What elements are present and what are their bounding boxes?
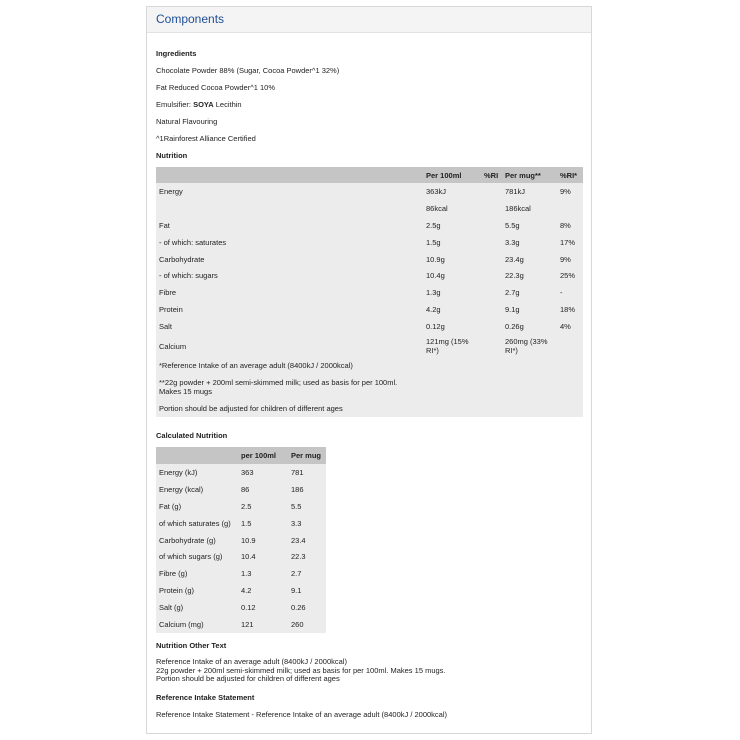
table-cell: 2.7 [291, 569, 302, 579]
table-cell: Energy (kJ) [159, 467, 198, 477]
table-cell: 10.9 [241, 535, 256, 545]
calculated-nutrition-table [156, 447, 326, 633]
emulsifier-suffix: Lecithin [213, 100, 242, 109]
emulsifier-prefix: Emulsifier: [156, 100, 194, 109]
other-text-line: 22g powder + 200ml semi-skimmed milk; used as basis for per 100ml. Makes 15 mugs. [156, 665, 446, 675]
table-row [156, 582, 326, 599]
table-cell: 260mg (33% RI*) [505, 337, 548, 356]
table-cell: 10.9g [426, 254, 445, 264]
table-cell: of which saturates (g) [159, 518, 231, 528]
table-cell [481, 183, 502, 200]
table-row [156, 217, 583, 234]
table-cell [481, 267, 502, 284]
calc-header-row [156, 447, 326, 464]
table-cell [557, 335, 583, 357]
table-cell: 121mg (15% RI*) [426, 337, 469, 356]
table-row [156, 548, 326, 565]
table-row [156, 532, 326, 549]
table-cell: Energy [159, 186, 183, 196]
table-cell: 1.5g [426, 237, 441, 247]
table-cell: 9% [560, 254, 571, 264]
table-cell: 23.4 [291, 535, 306, 545]
col-header: per 100ml [238, 447, 288, 464]
ingredient-line: Fat Reduced Cocoa Powder^1 10% [156, 83, 276, 92]
table-cell [156, 200, 423, 217]
table-row [156, 498, 326, 515]
table-cell: 0.26g [505, 322, 524, 332]
col-header [156, 447, 238, 464]
table-cell: Fat [159, 220, 170, 230]
table-row [156, 267, 583, 284]
table-cell: Calcium [159, 341, 187, 351]
table-cell: Protein (g) [159, 586, 195, 596]
table-row [156, 284, 583, 301]
table-cell: 2.5 [241, 501, 252, 511]
table-cell: - of which: saturates [159, 237, 227, 247]
table-cell: Salt (g) [159, 603, 184, 613]
table-cell: 363kJ [426, 186, 447, 196]
table-row [156, 318, 583, 335]
table-row [156, 234, 583, 251]
table-cell: 0.26 [291, 603, 306, 613]
table-cell: Salt [159, 322, 172, 332]
ingredient-line: Natural Flavouring [156, 117, 218, 126]
col-header: Per mug [288, 447, 326, 464]
col-header: %RI [481, 167, 502, 183]
nutrition-table [156, 167, 583, 417]
col-header: %RI* [557, 167, 583, 183]
table-cell [557, 200, 583, 217]
note-row [156, 374, 583, 400]
table-cell: Carbohydrate (g) [159, 535, 216, 545]
note-text: *Reference Intake of an average adult (8400kJ / 2000kcal) [159, 361, 353, 371]
table-cell: Calcium (mg) [159, 619, 204, 629]
table-cell: 4.2 [241, 586, 252, 596]
table-row [156, 301, 583, 318]
note-text: Portion should be adjusted for children of different ages [159, 404, 343, 414]
reference-intake-text: Reference Intake Statement - Reference Intake of an average adult (8400kJ / 2000kcal) [156, 710, 448, 719]
table-cell: 0.12 [241, 603, 256, 613]
table-cell: 2.5g [426, 220, 441, 230]
table-cell: 186kcal [505, 203, 531, 213]
table-cell: 23.4g [505, 254, 524, 264]
table-cell: Energy (kcal) [159, 484, 204, 494]
table-cell: 1.5 [241, 518, 252, 528]
table-cell: 9.1g [505, 305, 520, 315]
table-cell: 1.3g [426, 288, 441, 298]
table-cell [481, 318, 502, 335]
other-text-line: Portion should be adjusted for children of different ages [156, 674, 340, 683]
note-row [156, 357, 583, 374]
nutrition-header-row [156, 167, 583, 183]
table-cell: 9% [560, 186, 571, 196]
table-cell: 5.5 [291, 501, 302, 511]
calculated-nutrition-heading: Calculated Nutrition [156, 431, 228, 440]
table-cell: Fat (g) [159, 501, 182, 511]
table-row [156, 616, 326, 633]
table-cell: 186 [291, 484, 304, 494]
table-cell: 18% [560, 305, 576, 315]
table-cell: 363 [241, 467, 254, 477]
table-cell: 2.7g [505, 288, 520, 298]
table-cell: Protein [159, 305, 183, 315]
nutrition-other-text [156, 658, 446, 684]
table-cell: 8% [560, 220, 571, 230]
nutrition-other-text-heading: Nutrition Other Text [156, 641, 227, 650]
table-cell: 781 [291, 467, 304, 477]
table-row [156, 183, 583, 200]
table-row [156, 599, 326, 616]
table-cell: 4% [560, 322, 571, 332]
table-cell: 10.4g [426, 271, 445, 281]
other-text-line: Reference Intake of an average adult (8400kJ / 2000kcal) [156, 657, 347, 666]
table-cell [481, 200, 502, 217]
table-cell: 1.3 [241, 569, 252, 579]
table-cell: Carbohydrate [159, 254, 205, 264]
table-cell: 10.4 [241, 552, 256, 562]
note-row [156, 400, 583, 417]
table-cell [481, 284, 502, 301]
table-row [156, 565, 326, 582]
table-row [156, 481, 326, 498]
table-cell: 22.3g [505, 271, 524, 281]
table-cell [481, 234, 502, 251]
table-row [156, 464, 326, 481]
col-header [156, 167, 423, 183]
ingredient-line: ^1Rainforest Alliance Certified [156, 134, 256, 143]
table-cell: Fibre (g) [159, 569, 188, 579]
table-cell [481, 217, 502, 234]
table-cell [481, 301, 502, 318]
note-text: **22g powder + 200ml semi-skimmed milk; used as basis for per 100ml. Makes 15 mugs [159, 378, 398, 397]
table-cell: 5.5g [505, 220, 520, 230]
table-cell: 3.3g [505, 237, 520, 247]
table-cell: 86 [241, 484, 250, 494]
table-cell: 3.3 [291, 518, 302, 528]
table-cell: 781kJ [505, 186, 526, 196]
table-cell [481, 335, 502, 357]
ingredients-heading: Ingredients [156, 49, 197, 58]
table-cell: 0.12g [426, 322, 445, 332]
table-cell: 86kcal [426, 203, 448, 213]
panel-title: Components [156, 12, 225, 26]
table-cell: 4.2g [426, 305, 441, 315]
nutrition-heading: Nutrition [156, 151, 188, 160]
table-cell: 121 [241, 619, 254, 629]
table-cell: 17% [560, 237, 576, 247]
table-row [156, 200, 583, 217]
table-cell: 22.3 [291, 552, 306, 562]
table-cell: Fibre [159, 288, 177, 298]
components-panel [146, 6, 592, 734]
table-cell: 9.1 [291, 586, 302, 596]
table-cell: 260 [291, 619, 304, 629]
table-cell: - [560, 288, 563, 298]
ingredient-emulsifier [156, 100, 242, 109]
table-cell: 25% [560, 271, 576, 281]
table-row [156, 335, 583, 357]
reference-intake-heading: Reference Intake Statement [156, 693, 255, 702]
ingredient-line: Chocolate Powder 88% (Sugar, Cocoa Powder^1 32%) [156, 66, 340, 75]
table-row [156, 515, 326, 532]
table-row [156, 251, 583, 268]
col-header: Per 100ml [423, 167, 481, 183]
table-cell: of which sugars (g) [159, 552, 223, 562]
allergen-soya: SOYA [193, 100, 214, 109]
table-cell [481, 251, 502, 268]
table-cell: - of which: sugars [159, 271, 218, 281]
panel-header [147, 7, 591, 33]
col-header: Per mug** [502, 167, 557, 183]
